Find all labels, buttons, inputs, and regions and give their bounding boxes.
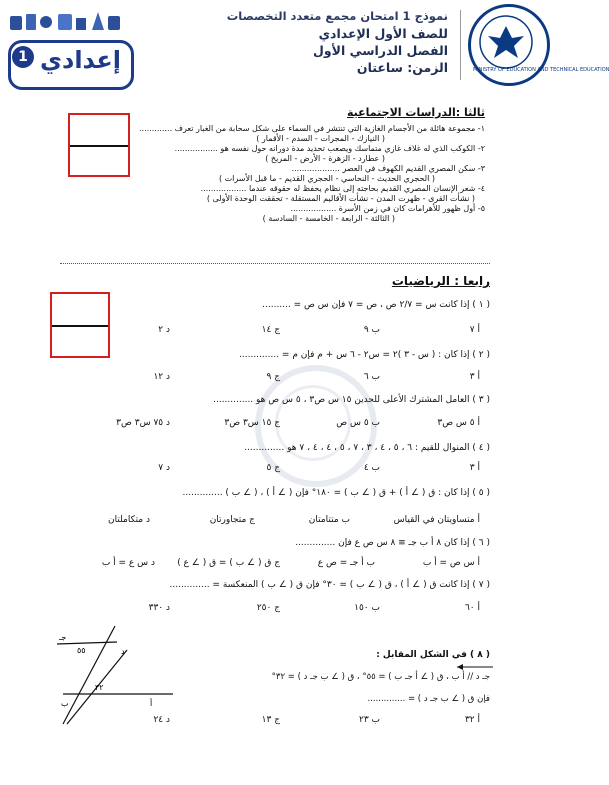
s3-q5-options: ( الثالثة - الرابعة - الخامسة - السادسة ) xyxy=(262,214,395,223)
math-q3-opt-c[interactable]: ج ١٥ س٣ ص٣ xyxy=(224,418,280,428)
math-q8-opt-d[interactable]: د ٢٤ xyxy=(153,715,170,725)
math-q7-stem: ( ٧ ) إذا كانت ق ( ∠ أ ) ، ق ( ∠ ب ) = ٣٠° فإن ق ( ∠ ب ) المنعكسة = .............. xyxy=(169,580,490,590)
s3-q4-options: ( نشأت القرى - ظهرت المدن - نشأت الأقاليم المستقلة - تحققت الوحدة الأولى ) xyxy=(206,194,475,203)
s3-q5: ٥- أول ظهور للأهرامات كان في زمن الأسرة .................. xyxy=(290,204,485,213)
math-q5-opt-c[interactable]: ج متجاورتان xyxy=(209,515,255,525)
s3-q1-options: ( النيازك - المجرات - السدم - الأقمار ) xyxy=(256,134,385,143)
math-q2-opt-a[interactable]: أ ٣ xyxy=(469,372,480,382)
s3-q3-options: ( الحجري الحديث - النحاسي - الحجري القديم - ما قبل الأسرات ) xyxy=(218,174,435,183)
math-q4-opt-a[interactable]: أ ٣ xyxy=(469,463,480,473)
parallel-arrow-icon xyxy=(455,662,495,672)
math-q7-opt-b[interactable]: ب ١٥٠ xyxy=(354,603,380,613)
math-q5-opt-d[interactable]: د متكاملتان xyxy=(108,515,150,525)
math-q1-opt-d[interactable]: د ٢ xyxy=(158,325,170,335)
answer-box-math xyxy=(50,292,110,358)
math-q7-opt-d[interactable]: د ٣٣٠ xyxy=(148,603,170,613)
section3-questions xyxy=(130,124,485,224)
fig-angle-55: ٥٥ xyxy=(77,646,86,655)
math-q2-opt-d[interactable]: د ١٢ xyxy=(153,372,170,382)
math-q6-opt-d[interactable]: د س ع = أ ب xyxy=(101,558,155,568)
section3-title: ثالثا :الدراسات الاجتماعية xyxy=(347,106,485,119)
math-q3-opt-b[interactable]: ب ٥ س ص xyxy=(336,418,380,428)
seal-text: MINISTRY OF EDUCATION AND TECHNICAL EDUCATION xyxy=(473,67,609,73)
fig-point-b: ب xyxy=(61,699,69,708)
section-separator xyxy=(60,263,490,264)
math-q5-opt-a[interactable]: أ متساويتان في القياس xyxy=(393,515,480,525)
s3-q2: ٢- الكوكب الذي له غلاف غازي متماسك ويصعب تحديد مدة دورانه حول نفسه هو ................. xyxy=(174,144,485,153)
header xyxy=(0,0,609,95)
s3-q2-options: ( عطارد - الزهرة - الأرض - المريخ ) xyxy=(265,154,385,163)
header-divider xyxy=(460,10,461,80)
math-q8-opt-c[interactable]: ج ١٣ xyxy=(261,715,280,725)
math-q3-opt-a[interactable]: أ ٥ س ص٣ xyxy=(437,418,480,428)
answer-box-social xyxy=(68,113,130,177)
math-q8-line1: جـ د // أ ب ، ق ( ∠ أ جـ ب ) = ٥٥° ، ق ( ∠ ب جـ د ) = ٣٢° xyxy=(271,672,490,682)
math-q6-stem: ( ٦ ) إذا كان ٨ أ ب جـ ≡ ٨ س ص ع فإن .............. xyxy=(295,538,490,548)
term-title: الفصل الدراسي الأول xyxy=(313,43,448,58)
math-q6-opt-b[interactable]: ب أ جـ = ص ع xyxy=(317,558,375,568)
math-q3-opt-d[interactable]: د ٧٥ س٣ ص٣ xyxy=(116,418,170,428)
math-q1-opt-b[interactable]: ب ٩ xyxy=(363,325,380,335)
math-q8-stem: ( ٨ ) في الشكل المقابل : xyxy=(376,650,490,660)
geometry-figure xyxy=(55,620,175,730)
s3-q1: ١- مجموعة هائلة من الأجسام الغازية التي تنتشر في السماء على شكل سحابة من الغبار تعرف ............. xyxy=(139,124,485,133)
math-q4-opt-c[interactable]: ج ٥ xyxy=(266,463,280,473)
math-q6-opt-c[interactable]: ج ق ( ∠ ب ) = ق ( ∠ ع ) xyxy=(177,558,280,568)
fig-point-a: أ xyxy=(150,699,153,708)
logo-number: 1 xyxy=(12,46,34,68)
school-icons-icon xyxy=(8,8,128,38)
math-q2-stem: ( ٢ ) إذا كان : ( س - ٣ )٢ = س٢ - ٦ س + م فإن م = .............. xyxy=(239,350,490,360)
header-text xyxy=(210,8,448,76)
time-title: الزمن: ساعتان xyxy=(356,60,448,75)
line-cd xyxy=(57,642,117,644)
math-q7-opt-c[interactable]: ج ٢٥٠ xyxy=(256,603,280,613)
logo-text: إعدادي xyxy=(40,46,122,74)
s3-q4: ٤- شعر الإنسان المصري القديم بحاجته إلى نظام يحفظ له حقوقه عندما .................. xyxy=(200,184,485,193)
math-q2-opt-c[interactable]: ج ٩ xyxy=(266,372,280,382)
s3-q3: ٣- سكن المصري القديم الكهوف في العصر ................... xyxy=(291,164,485,173)
math-q1-opt-a[interactable]: أ ٧ xyxy=(469,325,480,335)
fig-angle-32: ٣٢ xyxy=(95,683,104,692)
math-q6-opt-a[interactable]: أ س ص = أ ب xyxy=(422,558,480,568)
section4-title: رابعا : الرياضيات xyxy=(391,274,490,288)
exam-title: نموذج 1 امتحان مجمع متعدد التخصصات xyxy=(226,9,448,23)
math-q4-opt-b[interactable]: ب ٤ xyxy=(363,463,380,473)
math-q5-stem: ( ٥ ) إذا كان : ق ( ∠ أ ) + ق ( ∠ ب ) = ١٨٠° فإن ( ∠ أ ) ، ( ∠ ب ) .............. xyxy=(182,488,490,498)
fig-point-d: د xyxy=(121,647,125,656)
math-q3-stem: ( ٣ ) العامل المشترك الأعلى للحدين ١٥ س ص٣ ، ٥ س ص هو .............. xyxy=(213,395,490,405)
math-q1-opt-c[interactable]: ج ١٤ xyxy=(261,325,280,335)
math-q5-opt-b[interactable]: ب متتامتان xyxy=(308,515,350,525)
math-q7-opt-a[interactable]: أ ٦٠ xyxy=(464,603,480,613)
math-q4-opt-d[interactable]: د ٧ xyxy=(158,463,170,473)
math-q2-opt-b[interactable]: ب ٦ xyxy=(363,372,380,382)
math-q4-stem: ( ٤ ) المنوال للقيم : ٦ ، ٥ ، ٤ ، ٣ ، ٧ ، ٥ ، ٤ ، ٤ ، ٧ هو .............. xyxy=(244,443,490,453)
logo xyxy=(8,8,128,88)
math-q1-stem: ( ١ ) إذا كانت س = ٢/٧ ص ، ص = ٧ فإن س ص = .......... xyxy=(262,300,490,310)
math-q8-line2: فإن ق ( ∠ ب جـ د ) = .............. xyxy=(367,694,490,704)
math-q8-opt-a[interactable]: أ ٣٢ xyxy=(464,715,480,725)
ministry-seal xyxy=(468,4,609,86)
math-q8-opt-b[interactable]: ب ٢٣ xyxy=(358,715,380,725)
grade-title: للصف الأول الإعدادي xyxy=(318,26,448,41)
fig-point-c: جـ xyxy=(59,633,67,642)
